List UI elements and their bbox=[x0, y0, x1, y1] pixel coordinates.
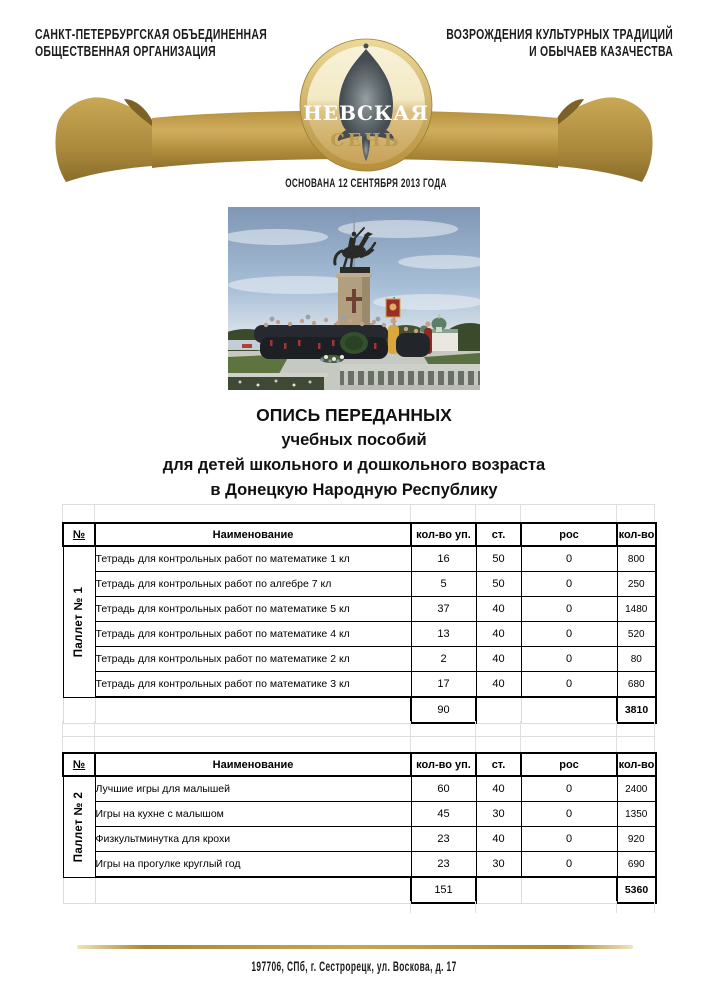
qty-cell: 2400 bbox=[617, 776, 656, 802]
st-cell: 40 bbox=[476, 647, 521, 672]
packs-cell: 17 bbox=[411, 672, 476, 698]
name-cell: Игры на кухне с малышом bbox=[95, 802, 411, 827]
packs-cell: 45 bbox=[411, 802, 476, 827]
name-cell: Тетрадь для контрольных работ по математике 4 кл bbox=[95, 622, 411, 647]
col-header-st: ст. bbox=[476, 753, 521, 776]
monument-photo bbox=[228, 207, 480, 390]
photo-parapet bbox=[340, 364, 480, 390]
grid-gap-top bbox=[62, 504, 655, 523]
name-cell: Игры на прогулке круглый год bbox=[95, 852, 411, 878]
qty-cell: 1350 bbox=[617, 802, 656, 827]
st-cell: 40 bbox=[476, 827, 521, 852]
table-row bbox=[63, 802, 656, 827]
table-row bbox=[63, 572, 656, 597]
col-header-qty: кол-во bbox=[617, 753, 656, 776]
total-packs-cell: 151 bbox=[411, 877, 476, 903]
col-header-packs: кол-во уп. bbox=[411, 753, 476, 776]
ros-cell: 0 bbox=[521, 647, 617, 672]
qty-cell: 680 bbox=[617, 672, 656, 698]
org-name-right bbox=[446, 27, 673, 61]
st-cell: 30 bbox=[476, 802, 521, 827]
st-cell: 40 bbox=[476, 672, 521, 698]
empty-cell bbox=[63, 877, 95, 903]
photo-flowers bbox=[320, 355, 344, 363]
ros-cell: 0 bbox=[521, 827, 617, 852]
packs-cell: 13 bbox=[411, 622, 476, 647]
empty-cell bbox=[476, 697, 521, 723]
table-row bbox=[63, 622, 656, 647]
footer-divider-line bbox=[77, 945, 633, 949]
qty-cell: 520 bbox=[617, 622, 656, 647]
ros-cell: 0 bbox=[521, 597, 617, 622]
qty-cell: 800 bbox=[617, 546, 656, 572]
footer-address: 197706, СПб, г. Сестрорецк, ул. Воскова, д. 17 bbox=[251, 959, 457, 974]
empty-cell bbox=[521, 697, 617, 723]
col-header-qty: кол-во bbox=[617, 523, 656, 546]
photo-wreath bbox=[340, 332, 368, 354]
qty-cell: 1480 bbox=[617, 597, 656, 622]
ros-cell: 0 bbox=[521, 572, 617, 597]
packs-cell: 37 bbox=[411, 597, 476, 622]
org-name-left bbox=[35, 27, 267, 61]
qty-cell: 250 bbox=[617, 572, 656, 597]
logo-word-sech: СЕЧЬ bbox=[330, 130, 402, 151]
empty-cell bbox=[95, 697, 411, 723]
founded-line: ОСНОВАНА 12 СЕНТЯБРЯ 2013 ГОДА bbox=[285, 176, 447, 190]
col-header-num: № bbox=[63, 753, 95, 776]
total-qty-cell: 5360 bbox=[617, 877, 656, 903]
packs-cell: 5 bbox=[411, 572, 476, 597]
title-line4: в Донецкую Народную Республику bbox=[210, 481, 498, 499]
empty-cell bbox=[95, 877, 411, 903]
table-total-row bbox=[63, 877, 656, 903]
ros-cell: 0 bbox=[521, 622, 617, 647]
name-cell: Тетрадь для контрольных работ по математике 2 кл bbox=[95, 647, 411, 672]
packs-cell: 23 bbox=[411, 852, 476, 878]
title-line1: ОПИСЬ ПЕРЕДАННЫХ bbox=[256, 405, 452, 425]
org-name-left-line2: ОБЩЕСТВЕННАЯ ОРГАНИЗАЦИЯ bbox=[35, 44, 216, 60]
ros-cell: 0 bbox=[521, 802, 617, 827]
col-header-packs: кол-во уп. bbox=[411, 523, 476, 546]
col-header-ros: рос bbox=[521, 753, 617, 776]
table-row bbox=[63, 827, 656, 852]
st-cell: 40 bbox=[476, 622, 521, 647]
document-title bbox=[0, 403, 708, 503]
empty-cell bbox=[476, 877, 521, 903]
name-cell: Тетрадь для контрольных работ по математике 3 кл bbox=[95, 672, 411, 698]
st-cell: 40 bbox=[476, 776, 521, 802]
table-row bbox=[63, 647, 656, 672]
table-row bbox=[63, 852, 656, 878]
table-header-row bbox=[63, 753, 656, 776]
title-line3: для детей школьного и дошкольного возраста bbox=[162, 456, 546, 474]
ros-cell: 0 bbox=[521, 672, 617, 698]
total-packs-cell: 90 bbox=[411, 697, 476, 723]
name-cell: Лучшие игры для малышей bbox=[95, 776, 411, 802]
pallet-label-cell bbox=[63, 776, 95, 877]
table-row bbox=[63, 672, 656, 698]
grid-gap-middle bbox=[62, 721, 655, 752]
inventory-table-2 bbox=[62, 752, 657, 904]
col-header-ros: рос bbox=[521, 523, 617, 546]
nevskaya-sech-logo bbox=[296, 33, 436, 183]
org-name-right-line1: ВОЗРОЖДЕНИЯ КУЛЬТУРНЫХ ТРАДИЦИЙ bbox=[446, 27, 673, 43]
logo-word-nevskaya: НЕВСКАЯ bbox=[302, 101, 430, 125]
packs-cell: 16 bbox=[411, 546, 476, 572]
packs-cell: 60 bbox=[411, 776, 476, 802]
table-row bbox=[63, 776, 656, 802]
photo-flowerbed-left bbox=[228, 373, 328, 390]
table-row bbox=[63, 597, 656, 622]
table-header-row bbox=[63, 523, 656, 546]
st-cell: 50 bbox=[476, 572, 521, 597]
col-header-name: Наименование bbox=[95, 753, 411, 776]
st-cell: 50 bbox=[476, 546, 521, 572]
table-row bbox=[63, 546, 656, 572]
name-cell: Физкультминутка для крохи bbox=[95, 827, 411, 852]
table-total-row bbox=[63, 697, 656, 723]
inventory-table-1 bbox=[62, 522, 657, 724]
col-header-num: № bbox=[63, 523, 95, 546]
title-line2: учебных пособий bbox=[281, 431, 427, 449]
qty-cell: 920 bbox=[617, 827, 656, 852]
name-cell: Тетрадь для контрольных работ по математике 5 кл bbox=[95, 597, 411, 622]
name-cell: Тетрадь для контрольных работ по математике 1 кл bbox=[95, 546, 411, 572]
packs-cell: 2 bbox=[411, 647, 476, 672]
grid-gap-bottom bbox=[62, 901, 655, 913]
org-name-left-line1: САНКТ-ПЕТЕРБУРГСКАЯ ОБЪЕДИНЕННАЯ bbox=[35, 27, 268, 43]
total-qty-cell: 3810 bbox=[617, 697, 656, 723]
inventory-tables bbox=[62, 504, 655, 924]
ros-cell: 0 bbox=[521, 852, 617, 878]
helmet-finial-icon bbox=[364, 44, 369, 49]
ros-cell: 0 bbox=[521, 776, 617, 802]
ros-cell: 0 bbox=[521, 546, 617, 572]
name-cell: Тетрадь для контрольных работ по алгебре 7 кл bbox=[95, 572, 411, 597]
pallet-label: Паллет № 1 bbox=[73, 586, 85, 658]
st-cell: 30 bbox=[476, 852, 521, 878]
empty-cell bbox=[521, 877, 617, 903]
empty-cell bbox=[63, 697, 95, 723]
packs-cell: 23 bbox=[411, 827, 476, 852]
col-header-name: Наименование bbox=[95, 523, 411, 546]
st-cell: 40 bbox=[476, 597, 521, 622]
pallet-label-cell bbox=[63, 546, 95, 697]
pallet-label: Паллет № 2 bbox=[73, 791, 85, 863]
col-header-st: ст. bbox=[476, 523, 521, 546]
qty-cell: 690 bbox=[617, 852, 656, 878]
qty-cell: 80 bbox=[617, 647, 656, 672]
org-name-right-line2: И ОБЫЧАЕВ КАЗАЧЕСТВА bbox=[529, 44, 673, 60]
